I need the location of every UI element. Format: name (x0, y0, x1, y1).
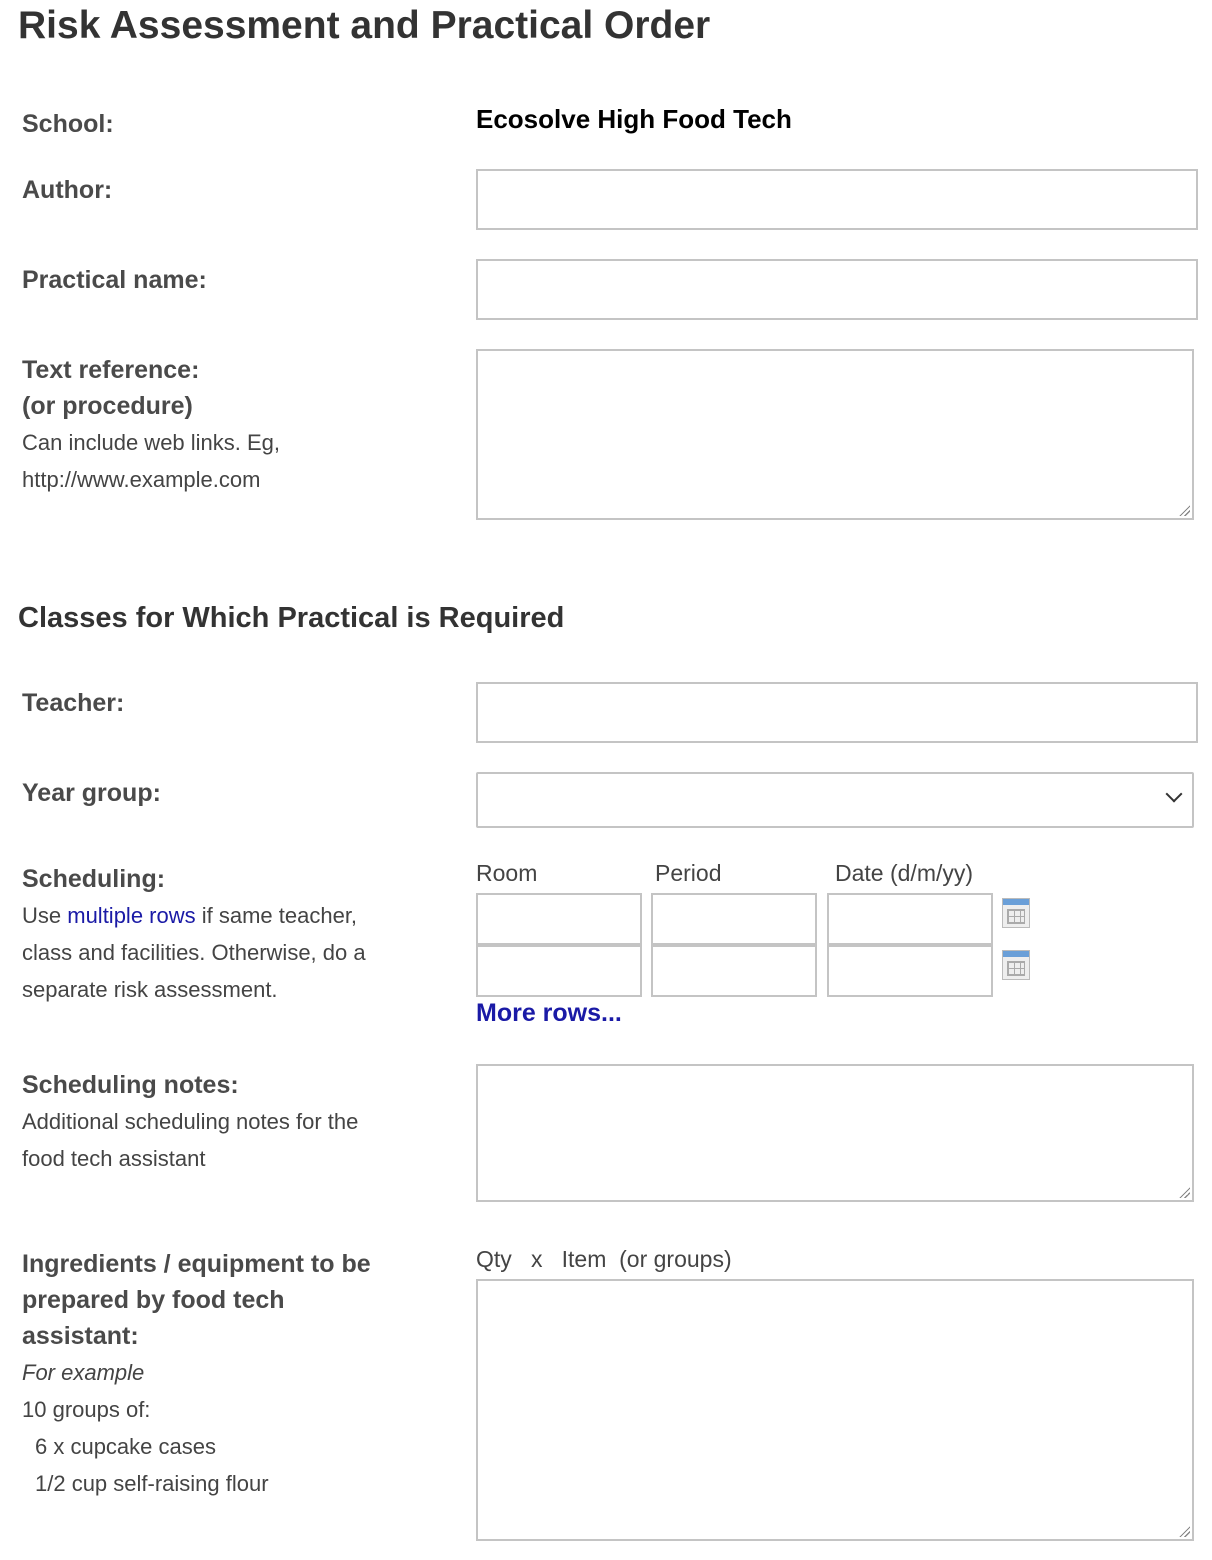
room-input-1[interactable] (476, 893, 642, 945)
period-input-1[interactable] (651, 893, 817, 945)
ingredients-textarea[interactable] (476, 1279, 1194, 1541)
date-column-header: Date (d/m/yy) (835, 860, 974, 886)
text-reference-textarea[interactable] (476, 349, 1194, 520)
scheduling-help-3: separate risk assessment. (22, 977, 278, 1002)
multiple-rows-link[interactable]: multiple rows (67, 903, 196, 928)
classes-heading: Classes for Which Practical is Required (18, 602, 565, 634)
scheduling-notes-textarea[interactable] (476, 1064, 1194, 1202)
scheduling-notes-help-2: food tech assistant (22, 1146, 206, 1171)
text-reference-label: Text reference: (22, 356, 200, 384)
author-label: Author: (22, 176, 113, 204)
calendar-icon[interactable] (1002, 898, 1030, 928)
year-group-label: Year group: (22, 779, 161, 807)
year-group-select[interactable] (476, 772, 1194, 828)
ingredients-label-2: prepared by food tech (22, 1286, 285, 1314)
resize-grip-icon[interactable] (1178, 504, 1190, 516)
author-input[interactable] (476, 169, 1198, 230)
school-value: Ecosolve High Food Tech (476, 104, 792, 134)
calendar-icon[interactable] (1002, 950, 1030, 980)
ingredients-label-3: assistant: (22, 1322, 139, 1350)
resize-grip-icon[interactable] (1178, 1525, 1190, 1537)
room-column-header: Room (476, 860, 538, 886)
ingredients-label: Ingredients / equipment to be (22, 1250, 371, 1278)
scheduling-help: Use multiple rows if same teacher, (22, 903, 358, 928)
ingredients-example-heading: For example (22, 1360, 145, 1385)
chevron-down-icon (1166, 786, 1183, 803)
room-input-2[interactable] (476, 945, 642, 997)
teacher-label: Teacher: (22, 689, 125, 717)
resize-grip-icon[interactable] (1178, 1186, 1190, 1198)
page-title: Risk Assessment and Practical Order (18, 4, 711, 47)
scheduling-notes-label: Scheduling notes: (22, 1071, 239, 1099)
scheduling-help-2: class and facilities. Otherwise, do a (22, 940, 366, 965)
text-reference-sublabel: (or procedure) (22, 392, 193, 420)
ingredients-example-3: 1/2 cup self-raising flour (35, 1471, 269, 1496)
school-label: School: (22, 110, 114, 138)
date-input-1[interactable] (827, 893, 993, 945)
scheduling-label: Scheduling: (22, 865, 166, 893)
text-reference-help: Can include web links. Eg, (22, 430, 281, 455)
date-input-2[interactable] (827, 945, 993, 997)
ingredients-example-2: 6 x cupcake cases (35, 1434, 216, 1459)
period-input-2[interactable] (651, 945, 817, 997)
scheduling-notes-help: Additional scheduling notes for the (22, 1109, 359, 1134)
practical-name-input[interactable] (476, 259, 1198, 320)
practical-name-label: Practical name: (22, 266, 207, 294)
ingredients-column-header: Qty x Item (or groups) (476, 1246, 732, 1272)
period-column-header: Period (655, 860, 722, 886)
teacher-input[interactable] (476, 682, 1198, 743)
more-rows-link[interactable]: More rows... (476, 999, 622, 1027)
text-reference-help-url: http://www.example.com (22, 467, 261, 492)
ingredients-example-1: 10 groups of: (22, 1397, 151, 1422)
